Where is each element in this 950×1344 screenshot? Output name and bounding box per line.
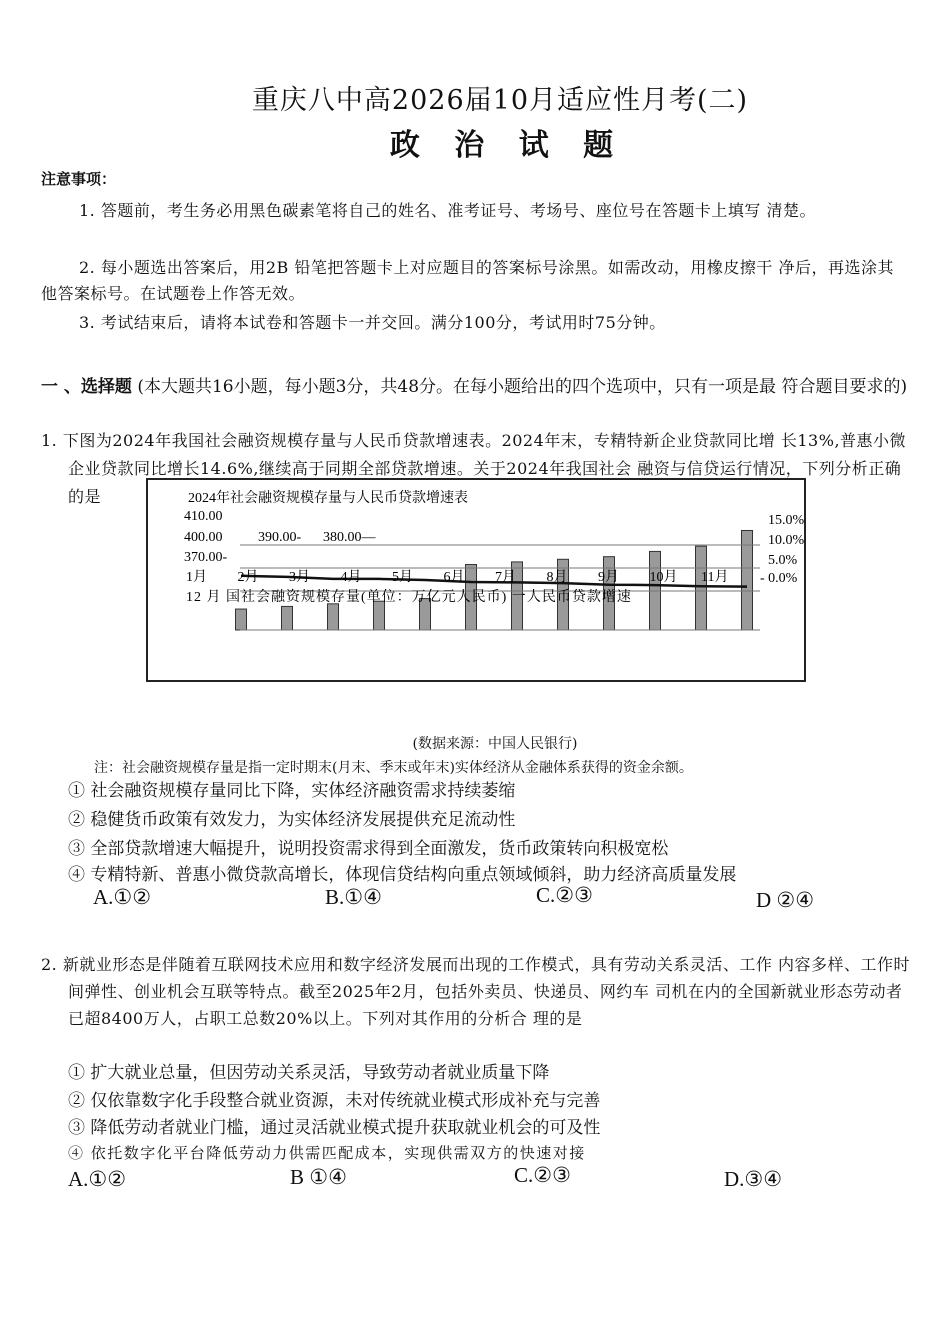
right-axis-label: 10.0% — [768, 533, 804, 548]
q1-answer-b[interactable]: B.①④ — [325, 885, 382, 909]
right-axis-label: 15.0% — [768, 513, 804, 528]
left-axis-label: 370.00- — [184, 550, 228, 565]
month-label: 3月 — [289, 570, 310, 585]
q2-answer-c[interactable]: C.②③ — [514, 1163, 571, 1187]
month-label: 10月 — [649, 570, 678, 585]
q1-option-1: ① 社会融资规模存量同比下降，实体经济融资需求持续萎缩 — [68, 781, 516, 801]
q2-stem: 2. 新就业形态是伴随着互联网技术应用和数字经济发展而出现的工作模式，具有劳动关系灵活、工作 内容多样、工作时间弹性、创业机会互联等特点。截至2025年2月，包括外卖员、快递员、网约车 司机在内的全国新就业形态劳动者已超8400万人，占职工总数20%以上。下列对其作用的分析合 理的是 — [41, 955, 910, 1028]
month-label: 1月 — [186, 570, 207, 585]
q1-option-2: ② 稳健货币政策有效发力，为实体经济发展提供充足流动性 — [68, 810, 516, 830]
month-label: 6月 — [443, 570, 465, 585]
right-axis-label: - 0.0% — [760, 571, 798, 586]
bar-4月 — [374, 601, 385, 630]
q1-note: 注：社会融资规模存量是指一定时期末(月末、季末或年末)实体经济从金融体系获得的资金余额。 — [94, 760, 693, 776]
left-axis-label: 410.00 — [184, 509, 223, 524]
notice-item-2: 2. 每小题选出答案后，用2B 铅笔把答题卡上对应题目的答案标号涂黑。如需改动，用橡皮擦干 净后，再选涂其他答案标号。在试题卷上作答无效。 — [41, 258, 894, 303]
q1-option-3: ③ 全部贷款增速大幅提升，说明投资需求得到全面激发，货币政策转向积极宽松 — [68, 839, 669, 859]
q1-answer-a[interactable]: A.①② — [93, 885, 152, 909]
chart-svg — [148, 480, 804, 680]
section-desc: (本大题共16小题，每小题3分，共48分。在每小题给出的四个选项中，只有一项是最 符合题目要求的) — [137, 377, 908, 397]
q2-answer-a[interactable]: A.①② — [68, 1167, 127, 1191]
section-title: 一 、选择题 — [41, 377, 132, 397]
month-label: 8月 — [546, 570, 568, 585]
left-axis-label: 390.00- — [258, 530, 302, 545]
q2-option-4: ④ 依托数字化平台降低劳动力供需匹配成本，实现供需双方的快速对接 — [68, 1144, 586, 1162]
exam-title: 重庆八中高2026届10月适应性月考(二) — [251, 85, 749, 116]
q1-option-4: ④ 专精特新、普惠小微贷款高增长，体现信贷结构向重点领域倾斜，助力经济高质量发展 — [68, 865, 737, 885]
chart-legend: 12 月 国社会融资规模存量(单位：万亿元人民币) 一人民币贷款增速 — [186, 590, 632, 605]
q2-option-1: ① 扩大就业总量，但因劳动关系灵活，导致劳动者就业质量下降 — [68, 1063, 550, 1083]
chart-title: 2024年社会融资规模存量与人民币贷款增速表 — [188, 491, 468, 506]
q1-chart — [146, 478, 806, 682]
q1-answer-d[interactable]: D ②④ — [756, 888, 815, 912]
month-label: 11月 — [701, 570, 729, 585]
q1-answer-c[interactable]: C.②③ — [536, 883, 593, 907]
left-axis-label: 400.00 — [184, 530, 223, 545]
q2-option-3: ③ 降低劳动者就业门槛，通过灵活就业模式提升获取就业机会的可及性 — [68, 1118, 601, 1138]
month-label: 2月 — [237, 570, 259, 585]
bar-1月 — [236, 609, 247, 630]
notice-item-3: 3. 考试结束后，请将本试卷和答题卡一并交回。满分100分，考试用时75分钟。 — [79, 313, 666, 332]
month-label: 4月 — [340, 570, 362, 585]
q1-source: (数据来源：中国人民银行) — [412, 736, 578, 752]
month-label: 5月 — [392, 570, 413, 585]
notice-item-1: 1. 答题前，考生务必用黑色碳素笔将自己的姓名、准考证号、考场号、座位号在答题卡上填写 清楚。 — [79, 201, 816, 220]
q2-answer-b[interactable]: B ①④ — [290, 1165, 347, 1189]
q2-option-2: ② 仅依靠数字化手段整合就业资源，未对传统就业模式形成补充与完善 — [68, 1091, 601, 1111]
left-axis-label: 380.00— — [323, 530, 376, 545]
section-heading — [41, 373, 911, 401]
q1-stem: 1. 下图为2024年我国社会融资规模存量与人民币贷款增速表。2024年末，专精特新企业贷款同比增 长13%,普惠小微企业贷款同比增长14.6%,继续高于同期全部贷款增速。关于2024年我国社会 融资与信贷运行情况，下列分析正确的是 — [41, 431, 907, 506]
bar-11月 — [696, 546, 707, 630]
month-label: 9月 — [598, 570, 619, 585]
right-axis-label: 5.0% — [768, 553, 798, 568]
notice-heading: 注意事项： — [41, 170, 117, 188]
bar-3月 — [328, 604, 339, 630]
q2-answer-d[interactable]: D.③④ — [724, 1167, 783, 1191]
exam-subject: 政 治 试 题 — [389, 128, 626, 163]
bar-2月 — [282, 606, 293, 630]
month-label: 7月 — [495, 570, 516, 585]
